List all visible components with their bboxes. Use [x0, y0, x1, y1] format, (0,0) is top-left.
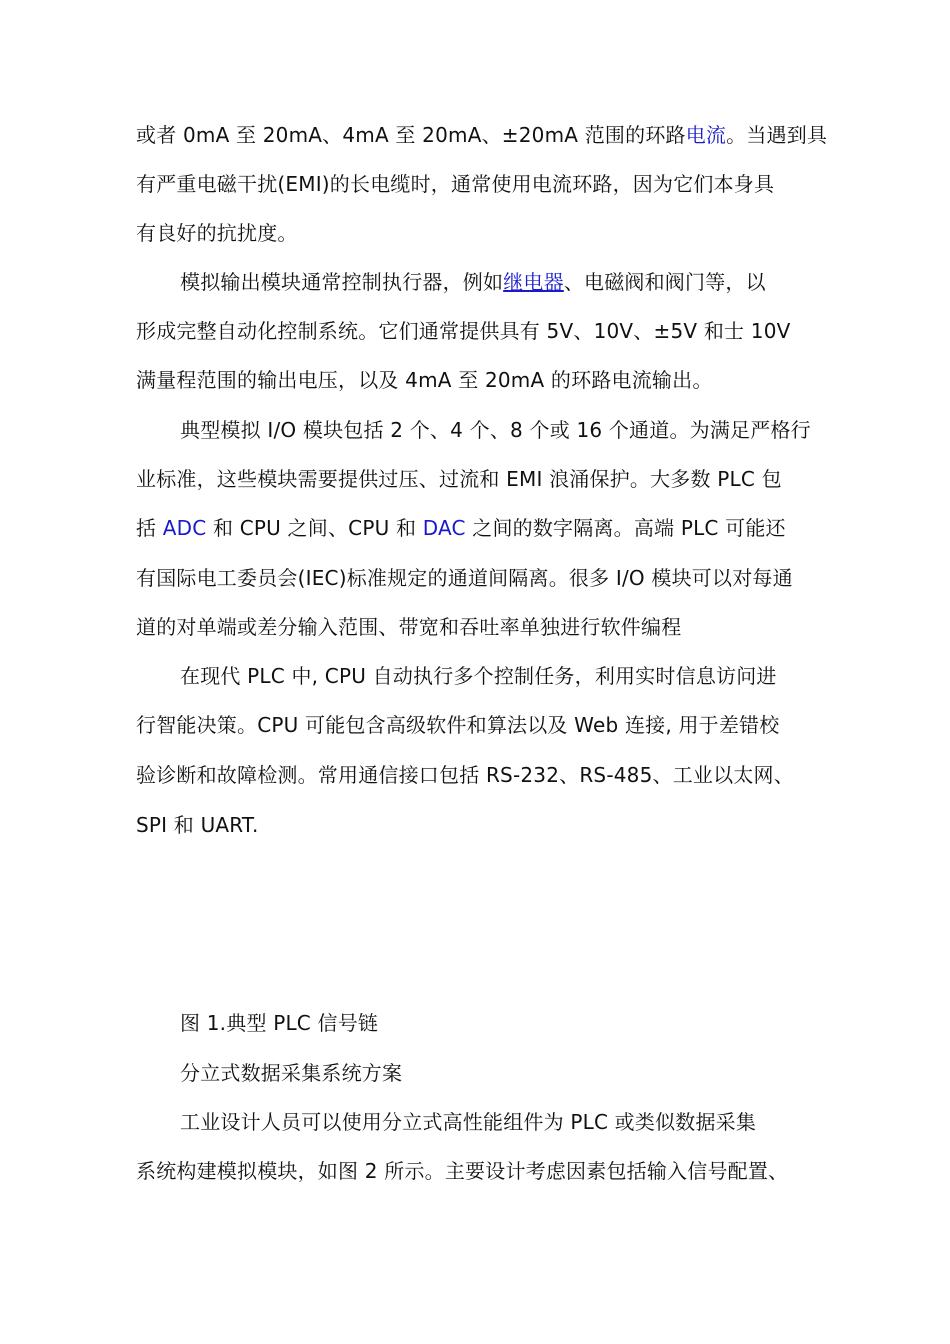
link-relay[interactable]: 继电器: [503, 270, 564, 294]
paragraph1-line1: [136, 121, 827, 149]
paragraph3-line5: 道的对单端或差分输入范围、带宽和吞吐率单独进行软件编程: [136, 615, 682, 639]
text-span: 括: [136, 516, 163, 540]
text-span: 。当遇到具: [726, 123, 828, 147]
paragraph2-line1: [180, 268, 766, 296]
text-span: 或者 0mA 至 20mA、4mA 至 20mA、±20mA 范围的环路: [136, 123, 686, 147]
text-span: 、电磁阀和阀门等，以: [563, 270, 766, 294]
section-heading: 分立式数据采集系统方案: [180, 1061, 403, 1085]
paragraph3-line2: 业标准，这些模块需要提供过压、过流和 EMI 浪涌保护。大多数 PLC 包: [136, 467, 782, 491]
text-span: 之间的数字隔离。高端 PLC 可能还: [465, 516, 786, 540]
paragraph1-line2: 有严重电磁干扰(EMI)的长电缆时，通常使用电流环路，因为它们本身具: [136, 172, 775, 196]
paragraph2-line2: 形成完整自动化控制系统。它们通常提供具有 5V、10V、±5V 和士 10V: [136, 319, 791, 343]
paragraph4-line1: 在现代 PLC 中, CPU 自动执行多个控制任务，利用实时信息访问进: [180, 664, 777, 688]
link-current[interactable]: 电流: [685, 123, 727, 147]
paragraph4-line2: 行智能决策。CPU 可能包含高级软件和算法以及 Web 连接, 用于差错校: [136, 713, 780, 737]
link-dac[interactable]: DAC: [422, 516, 466, 540]
paragraph5-line1: 工业设计人员可以使用分立式高性能组件为 PLC 或类似数据采集: [180, 1110, 757, 1134]
paragraph1-line3: 有良好的抗扰度。: [136, 221, 298, 245]
text-span: 和 CPU 之间、CPU 和: [206, 516, 423, 540]
paragraph3-line4: 有国际电工委员会(IEC)标准规定的通道间隔离。很多 I/O 模块可以对每通: [136, 566, 793, 590]
paragraph4-line3: 验诊断和故障检测。常用通信接口包括 RS-232、RS-485、工业以太网、: [136, 763, 794, 787]
link-adc[interactable]: ADC: [162, 516, 207, 540]
text-span: 模拟输出模块通常控制执行器，例如: [180, 270, 504, 294]
paragraph2-line3: 满量程范围的输出电压，以及 4mA 至 20mA 的环路电流输出。: [136, 368, 713, 392]
figure-caption: 图 1.典型 PLC 信号链: [180, 1011, 379, 1035]
paragraph3-line1: 典型模拟 I/O 模块包括 2 个、4 个、8 个或 16 个通道。为满足严格行: [180, 418, 811, 442]
paragraph5-line2: 系统构建模拟模块，如图 2 所示。主要设计考虑因素包括输入信号配置、: [136, 1159, 789, 1183]
paragraph3-line3: [136, 514, 786, 542]
paragraph4-line4: SPI 和 UART.: [136, 813, 259, 837]
